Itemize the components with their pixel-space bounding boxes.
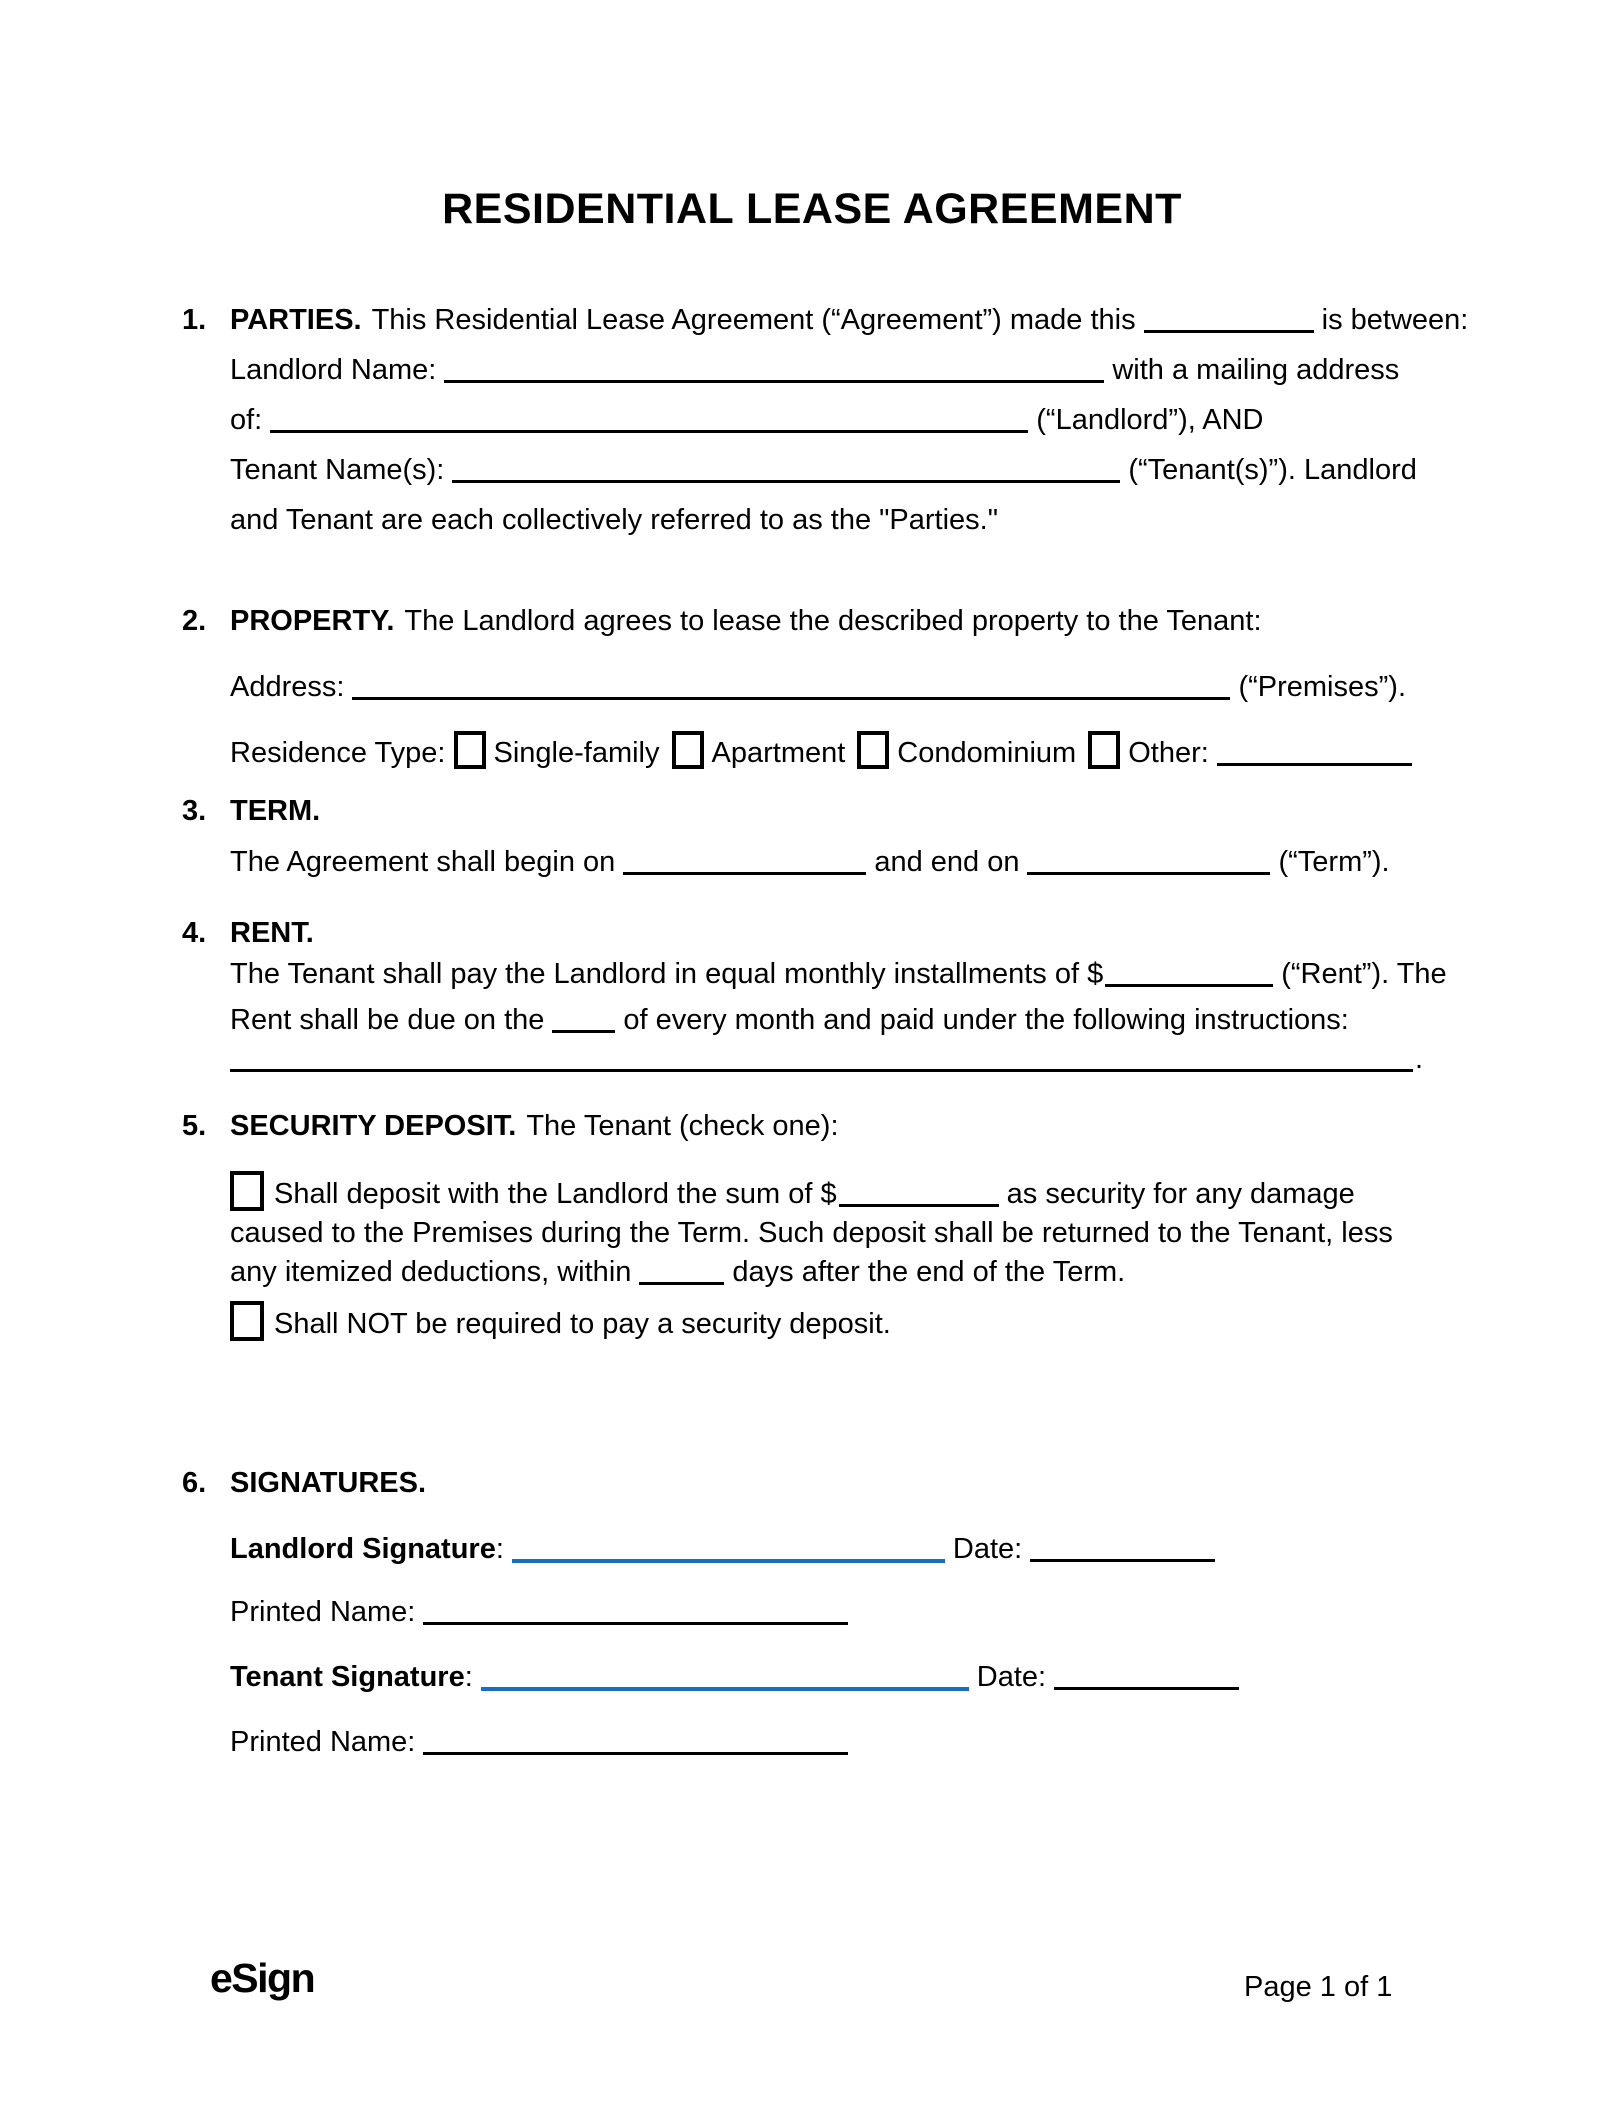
deposit-heading-row [230,1106,839,1146]
landlord-printed-name-blank[interactable] [423,1598,848,1625]
residence-type-label: Residence Type: [230,737,446,769]
section-1-number: 1. [182,304,207,336]
rent-line-2 [230,1000,1349,1040]
landlord-date-label: Date: [952,1533,1023,1565]
tenant-signature-row [230,1657,1247,1697]
parties-line-1 [230,295,1468,345]
rent-heading-row [230,913,324,953]
landlord-name-blank[interactable] [444,356,1104,383]
single-family-label: Single-family [493,737,660,769]
checkbox-single-family[interactable] [454,731,486,769]
parties-line-5: and Tenant are each collectively referred to as the "Parties." [230,504,999,536]
deposit-option1-mid: as security for any damage caused to the Premises during the Term. Such deposit shall be returned to the Tenant, less any itemized deductions, within [230,1178,1393,1288]
landlord-signature-colon: : [495,1533,504,1565]
rent-heading: RENT. [230,917,314,949]
rent-period: . [1415,1043,1424,1075]
document-title: RESIDENTIAL LEASE AGREEMENT [442,185,1182,233]
term-end-text: and end on [874,846,1020,878]
checkbox-deposit-required[interactable] [230,1171,264,1211]
property-heading: PROPERTY. [230,605,395,637]
other-residence-blank[interactable] [1217,739,1412,766]
property-address-blank[interactable] [352,673,1230,700]
landlord-signature-label: Landlord Signature [230,1533,496,1565]
deposit-option2-text: Shall NOT be required to pay a security deposit. [274,1308,891,1340]
agreement-date-blank[interactable] [1144,306,1314,333]
tenant-name-blank[interactable] [452,456,1120,483]
parties-line2-end: with a mailing address [1112,354,1400,386]
property-heading-row [230,601,1262,641]
section-5-number: 5. [182,1110,207,1142]
page-number: Page 1 of 1 [1244,1971,1393,2003]
signatures-heading: SIGNATURES. [230,1467,427,1499]
term-label: (“Term”). [1278,846,1390,878]
landlord-date-blank[interactable] [1030,1535,1215,1562]
rent-due-day-blank[interactable] [552,1006,615,1033]
parties-line1-text: This Residential Lease Agreement (“Agreement”) made this [371,304,1136,336]
deposit-option-1 [230,1171,1436,1292]
checkbox-other[interactable] [1088,731,1120,769]
section-parties [230,295,1468,545]
rent-amount-blank[interactable] [1105,960,1273,987]
condominium-label: Condominium [897,737,1077,769]
address-label: Address: [230,671,345,703]
tenant-signature-label: Tenant Signature [230,1661,465,1693]
rent-line-3 [230,1039,1423,1079]
tenant-date-label: Date: [976,1661,1047,1693]
tenant-name-label: Tenant Name(s): [230,454,445,486]
apartment-label: Apartment [711,737,846,769]
term-start-date-blank[interactable] [623,848,866,875]
deposit-option1-pre: Shall deposit with the Landlord the sum of $ [274,1178,837,1210]
parties-line-2 [230,345,1468,395]
term-end-date-blank[interactable] [1027,848,1270,875]
deposit-intro: The Tenant (check one): [526,1110,839,1142]
landlord-name-label: Landlord Name: [230,354,437,386]
tenant-date-blank[interactable] [1054,1663,1239,1690]
deposit-amount-blank[interactable] [839,1180,999,1207]
rent-due-text: Rent shall be due on the [230,1004,545,1036]
parties-line3-end: (“Landlord”), AND [1036,404,1264,436]
tenant-signature-colon: : [464,1661,473,1693]
property-address-row [230,667,1406,707]
term-begin-text: The Agreement shall begin on [230,846,616,878]
section-4-number: 4. [182,917,207,949]
other-label: Other: [1128,737,1209,769]
rent-amount-text: The Tenant shall pay the Landlord in equal monthly installments of $ [230,958,1104,990]
landlord-signature-line[interactable] [512,1535,945,1563]
residence-type-row [230,731,1420,773]
checkbox-apartment[interactable] [672,731,704,769]
parties-line-4 [230,445,1468,495]
landlord-printed-name-row [230,1592,856,1632]
premises-label: (“Premises”). [1238,671,1406,703]
landlord-printed-name-label: Printed Name: [230,1596,416,1628]
tenant-printed-name-row [230,1722,856,1762]
rent-line-1 [230,954,1447,994]
section-3-number: 3. [182,795,207,827]
signatures-heading-row [230,1463,436,1503]
parties-line1-end: is between: [1321,304,1469,336]
section-6-number: 6. [182,1467,207,1499]
deposit-option1-post: days after the end of the Term. [732,1256,1126,1288]
tenant-signature-line[interactable] [481,1663,969,1691]
section-2-number: 2. [182,605,207,637]
landlord-address-blank[interactable] [270,406,1028,433]
term-heading-row [230,791,330,831]
checkbox-condominium[interactable] [857,731,889,769]
deposit-days-blank[interactable] [639,1258,724,1285]
term-heading: TERM. [230,795,321,827]
deposit-option-2 [230,1301,891,1344]
parties-heading: PARTIES. [230,304,362,336]
rent-instructions-text: of every month and paid under the following instructions: [623,1004,1349,1036]
property-intro: The Landlord agrees to lease the described property to the Tenant: [404,605,1262,637]
parties-line-3 [230,395,1468,445]
rent-label: (“Rent”). The [1281,958,1447,990]
checkbox-no-deposit[interactable] [230,1301,264,1341]
payment-instructions-blank[interactable] [230,1045,1413,1072]
esign-logo: eSign [210,1955,315,2001]
tenant-printed-name-blank[interactable] [423,1728,848,1755]
tenant-printed-name-label: Printed Name: [230,1726,416,1758]
deposit-heading: SECURITY DEPOSIT. [230,1110,517,1142]
parties-line4-end: (“Tenant(s)”). Landlord [1128,454,1417,486]
landlord-address-label: of: [230,404,263,436]
term-body-row [230,842,1390,882]
landlord-signature-row [230,1529,1223,1569]
